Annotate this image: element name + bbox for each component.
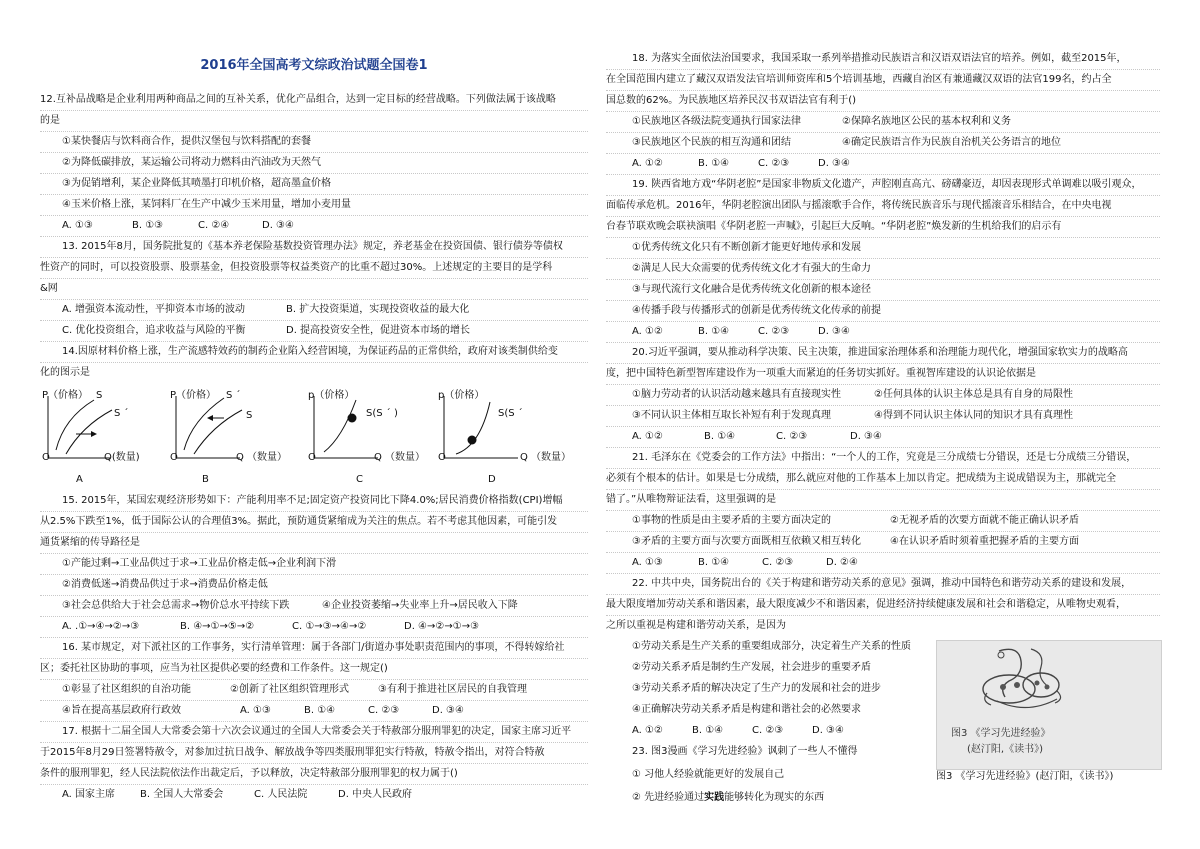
q18-option-4: ④确定民族语言作为民族自治机关公务语言的地位 bbox=[842, 137, 1061, 148]
chart-b-s-label: S bbox=[246, 410, 253, 421]
chart-d-origin: O bbox=[438, 452, 446, 463]
q17-answer-c[interactable]: C. 人民法院 bbox=[254, 789, 308, 800]
chart-b-curve-s2 bbox=[184, 398, 224, 450]
chart-c-curve bbox=[324, 400, 356, 452]
q12-answers bbox=[40, 215, 588, 237]
q16-option-2: ②创新了社区组织管理形式 bbox=[230, 684, 349, 695]
q18-options-row1 bbox=[606, 111, 1160, 133]
q18-option-3: ③民族地区个民族的相互沟通和团结 bbox=[632, 137, 791, 148]
q21-option-1: ①事物的性质是由主要矛盾的主要方面决定的 bbox=[632, 515, 831, 526]
q16-stem-line1: 16. 某市规定，对下派社区的工作事务，实行清单管理：属于各部门/街道办事处职责范围内的事项，不得转嫁给社 bbox=[40, 637, 588, 659]
q13-answer-d[interactable]: D. 提高投资安全性，促进资本市场的增长 bbox=[286, 325, 471, 336]
q19-answer-a[interactable]: A. ①② bbox=[632, 326, 663, 337]
q21-answer-c[interactable]: C. ②③ bbox=[762, 557, 794, 568]
q21-answer-d[interactable]: D. ②④ bbox=[826, 557, 858, 568]
q16-answer-c[interactable]: C. ②③ bbox=[368, 705, 400, 716]
q20-answers bbox=[606, 426, 1160, 448]
q13-answers-row2 bbox=[40, 320, 588, 342]
q13-answer-a[interactable]: A. 增强资本流动性，平抑资本市场的波动 bbox=[62, 304, 246, 315]
q18-answer-b[interactable]: B. ①④ bbox=[698, 158, 730, 169]
q21-stem-line3: 错了。”从唯物辩证法看，这里强调的是 bbox=[606, 489, 1160, 511]
q22-stem-line1: 22. 中共中央，国务院出台的《关于构建和谐劳动关系的意见》强调，推动中国特色和谐劳动关系的建设和发展， bbox=[606, 573, 1160, 595]
q18-answer-d[interactable]: D. ③④ bbox=[818, 158, 850, 169]
chart-d-y-label: p（价格） bbox=[438, 390, 485, 401]
q18-option-1: ①民族地区各级法院变通执行国家法律 bbox=[632, 116, 801, 127]
q15-option-2: ②消费低迷→消费品供过于求→消费品价格走低 bbox=[40, 574, 588, 596]
chart-a bbox=[42, 388, 157, 488]
figure-3-cartoon bbox=[936, 640, 1162, 770]
figure-3-inner-source: (赵汀阳,《读书》) bbox=[967, 744, 1043, 755]
q13-answer-b[interactable]: B. 扩大投资渠道，实现投资收益的最大化 bbox=[286, 304, 470, 315]
q15-option-1: ①产能过剩→工业品供过于求→工业品价格走低→企业利润下滑 bbox=[40, 553, 588, 575]
chart-d-s-label: S(S ´ bbox=[498, 408, 523, 419]
q16-answer-b[interactable]: B. ①④ bbox=[304, 705, 336, 716]
chart-c-name: C bbox=[356, 474, 363, 485]
chart-b-s2-label: S ´ bbox=[226, 390, 241, 401]
q12-option-4: ④玉米价格上涨，某饲料厂在生产中减少玉米用量，增加小麦用量 bbox=[40, 194, 588, 216]
q20-option-3: ③不同认识主体相互取长补短有利于发现真理 bbox=[632, 410, 831, 421]
q16-option-4: ④旨在提高基层政府行政效 bbox=[62, 705, 181, 716]
right-column bbox=[606, 0, 1160, 849]
q20-answer-b[interactable]: B. ①④ bbox=[704, 431, 736, 442]
q15-answers bbox=[40, 616, 588, 638]
q21-option-2: ②无视矛盾的次要方面就不能正确认识矛盾 bbox=[890, 515, 1079, 526]
chart-d-plot bbox=[438, 388, 553, 488]
q21-answer-b[interactable]: B. ①④ bbox=[698, 557, 730, 568]
chart-c-x-label: Q （数量） bbox=[374, 452, 426, 463]
q21-options-row2 bbox=[606, 531, 1160, 553]
chart-a-name: A bbox=[76, 474, 83, 485]
q18-options-row2 bbox=[606, 132, 1160, 154]
q22-option-4: ④正确解决劳动关系矛盾是构建和谐社会的必然要求 bbox=[632, 704, 861, 715]
q12-answer-a[interactable]: A. ①③ bbox=[62, 220, 93, 231]
q20-stem-line1: 20.习近平强调，要从推动科学决策、民主决策，推进国家治理体系和治理能力现代化，增强国家软实力的战略高 bbox=[606, 342, 1160, 364]
q22-option-3: ③劳动关系矛盾的解决决定了生产力的发展和社会的进步 bbox=[632, 683, 881, 694]
chart-c-y-label: p（价格） bbox=[308, 390, 355, 401]
q20-option-2: ②任何具体的认识主体总是具有自身的局限性 bbox=[874, 389, 1073, 400]
q18-option-2: ②保障名族地区公民的基本权利和义务 bbox=[842, 116, 1011, 127]
q18-stem-line2: 在全国范围内建立了藏汉双语发法官培训师资库和5个培训基地，西藏自治区有兼通藏汉双语的法官199名，约占全 bbox=[606, 69, 1160, 91]
q23-stem: 23. 图3漫画《学习先进经验》讽刺了一些人不懂得 bbox=[632, 746, 858, 757]
q20-option-4: ④得到不同认识主体认同的知识才具有真理性 bbox=[874, 410, 1073, 421]
q13-stem-line2: 性资产的同时，可以投资股票、股票基金，但投资股票等权益类资产的比重不超过30%。上述规定的主要目的是学科 bbox=[40, 257, 588, 279]
q22-answer-d[interactable]: D. ③④ bbox=[812, 725, 844, 736]
q22-option-2: ②劳动关系矛盾是制约生产发展，社会进步的重要矛盾 bbox=[632, 662, 871, 673]
q12-option-3: ③为促销增利，某企业降低其喷墨打印机价格，超高墨盒价格 bbox=[40, 173, 588, 195]
q19-stem-line2: 面临传承危机。2016年，华阴老腔演出团队与摇滚歌手合作，将传统民族音乐与现代摇滚音乐相结合，在中央电视 bbox=[606, 195, 1160, 217]
q20-options-row2 bbox=[606, 405, 1160, 427]
q19-answer-b[interactable]: B. ①④ bbox=[698, 326, 730, 337]
chart-a-plot bbox=[42, 388, 157, 488]
q16-option-1: ①彰显了社区组织的自治功能 bbox=[62, 684, 191, 695]
q12-option-1: ①某快餐店与饮料商合作，提供汉堡包与饮料搭配的套餐 bbox=[40, 131, 588, 153]
q15-answer-d[interactable]: D. ④→②→①→③ bbox=[404, 621, 480, 632]
q12-answer-d[interactable]: D. ③④ bbox=[262, 220, 294, 231]
chart-b bbox=[170, 388, 288, 488]
q12-option-2: ②为降低碳排放，某运输公司将动力燃料由汽油改为天然气 bbox=[40, 152, 588, 174]
q19-answers bbox=[606, 321, 1160, 343]
q16-option-3: ③有利于推进社区居民的自我管理 bbox=[378, 684, 527, 695]
chart-b-name: B bbox=[202, 474, 209, 485]
q17-answer-b[interactable]: B. 全国人大常委会 bbox=[140, 789, 224, 800]
q21-answers bbox=[606, 552, 1160, 574]
q18-answer-c[interactable]: C. ②③ bbox=[758, 158, 790, 169]
q22-answer-b[interactable]: B. ①④ bbox=[692, 725, 724, 736]
q17-answers bbox=[40, 784, 588, 805]
q16-answer-d[interactable]: D. ③④ bbox=[432, 705, 464, 716]
figure-3-inner-title: 图3 《学习先进经验》 bbox=[951, 728, 1051, 739]
q15-answer-c[interactable]: C. ①→③→④→② bbox=[292, 621, 367, 632]
q15-answer-b[interactable]: B. ④→①→⑤→② bbox=[180, 621, 255, 632]
q17-stem-line3: 条件的服刑罪犯，经人民法院依法作出裁定后，予以释放，决定特赦部分服刑罪犯的权力属于() bbox=[40, 763, 588, 785]
q18-stem-line1: 18. 为落实全面依法治国要求，我国采取一系列举措推动民族语言和汉语双语法官的培养。例如，截至2015年， bbox=[606, 48, 1160, 70]
chart-c-plot bbox=[308, 388, 426, 488]
figure-3-caption: 图3 《学习先进经验》(赵汀阳，《读书》) bbox=[936, 771, 1114, 782]
q22-answer-c[interactable]: C. ②③ bbox=[752, 725, 784, 736]
q12-stem-line2: 的是 bbox=[40, 110, 588, 132]
q19-option-1: ①优秀传统文化只有不断创新才能更好地传承和发展 bbox=[606, 237, 1160, 259]
q17-stem-line1: 17. 根据十二届全国人大常委会第十六次会议通过的全国人大常委会关于特赦部分服刑罪犯的决定，国家主席习近平 bbox=[40, 721, 588, 743]
q21-stem-line2: 必须有个根本的估计。如果是七分成绩，那么就应对他的工作基本上加以肯定。把成绩为主说成错误为主，那就完全 bbox=[606, 468, 1160, 490]
chart-b-x-label: Q （数量） bbox=[236, 452, 288, 463]
q18-answer-a[interactable]: A. ①② bbox=[632, 158, 663, 169]
q19-stem-line1: 19. 陕西省地方戏“华阴老腔”是国家非物质文化遗产，声腔刚直高亢、磅礴豪迈，却因表现形式单调难以吸引观众， bbox=[606, 174, 1160, 196]
q19-stem-line3: 台春节联欢晚会联袂演唱《华阴老腔一声喊》，引起巨大反响。“华阴老腔”焕发新的生机给我们的启示有 bbox=[606, 216, 1160, 238]
chart-c bbox=[308, 388, 426, 488]
q17-answer-a[interactable]: A. 国家主席 bbox=[62, 789, 116, 800]
q15-answer-a[interactable]: A. .①→④→②→③ bbox=[62, 621, 140, 632]
q15-stem-line1: 15. 2015年，某国宏观经济形势如下：产能利用率不足;固定资产投资同比下降4.0%;居民消费价格指数(CPI)增幅 bbox=[40, 490, 588, 512]
q17-stem-line2: 于2015年8月29日签署特赦令，对参加过抗日战争、解放战争等四类服刑罪犯实行特赦，特赦令指出，对符合特赦 bbox=[40, 742, 588, 764]
q21-option-4: ④在认识矛盾时须着重把握矛盾的主要方面 bbox=[890, 536, 1079, 547]
q23-option-2-bold: 实践 bbox=[704, 792, 725, 803]
q22-answer-a[interactable]: A. ①② bbox=[632, 725, 663, 736]
q23-option-2 bbox=[606, 787, 1160, 808]
q15-option-4: ④企业投资萎缩→失业率上升→居民收入下降 bbox=[322, 600, 518, 611]
chart-a-s-label: S bbox=[96, 390, 103, 401]
q20-options-row1 bbox=[606, 384, 1160, 406]
q12-answer-b[interactable]: B. ①③ bbox=[132, 220, 164, 231]
chart-b-origin: O bbox=[170, 452, 178, 463]
q13-stem-line3: &网 bbox=[40, 278, 588, 300]
q23-option-1: ① 习他人经验就能更好的发展自己 bbox=[632, 769, 785, 780]
q16-stem-line2: 区；委托社区协助的事项，应当为社区提供必要的经费和工作条件。这一规定() bbox=[40, 658, 588, 680]
chart-b-curve-s bbox=[194, 410, 242, 454]
left-column bbox=[40, 0, 588, 849]
q13-stem-line1: 13. 2015年8月，国务院批复的《基本养老保险基数投资管理办法》规定，养老基金在投资国债、银行债券等债权 bbox=[40, 236, 588, 258]
chart-d-x-label: Q （数量） bbox=[520, 452, 572, 463]
q22-stem-line3: 之所以重视是构建和谐劳动关系，是因为 bbox=[606, 620, 786, 631]
q16-options-row1 bbox=[40, 679, 588, 701]
q12-stem-line1: 12.互补品战略是企业利用两种商品之间的互补关系，优化产品组合，达到一定目标的经营战略。下列做法属于该战略 bbox=[40, 89, 588, 111]
q15-stem-line2: 从2.5%下跌至1%，低于国际公认的合理值3%。据此，预防通货紧缩成为关注的焦点。若不考虑其他因素，可能引发 bbox=[40, 511, 588, 533]
q19-option-3: ③与现代流行文化融合是优秀传统文化创新的根本途径 bbox=[606, 279, 1160, 301]
q13-answer-c[interactable]: C. 优化投资组合，追求收益与风险的平衡 bbox=[62, 325, 246, 336]
q22-answers bbox=[606, 720, 930, 741]
q15-options-row bbox=[40, 595, 588, 617]
q14-stem-line2: 化的图示是 bbox=[40, 367, 90, 378]
q18-answers bbox=[606, 153, 1160, 175]
q19-option-2: ②满足人民大众需要的优秀传统文化才有强大的生命力 bbox=[606, 258, 1160, 280]
chart-b-y-label: P（价格） bbox=[170, 390, 217, 401]
chart-d-name: D bbox=[488, 474, 496, 485]
q14-stem-line1: 14.因原材料价格上涨，生产流感特效药的制药企业陷入经营困境，为保证药品的正常供给，政府对该类制供给变 bbox=[40, 341, 588, 363]
q23-option-2-prefix: ② 先进经验通过 bbox=[632, 792, 705, 803]
q16-options-row2 bbox=[40, 700, 588, 722]
chart-d-point bbox=[468, 436, 477, 445]
q20-option-1: ①脑力劳动者的认识活动越来越具有直接现实性 bbox=[632, 389, 841, 400]
q21-stem-line1: 21. 毛泽东在《党委会的工作方法》中指出：“一个人的工作，究竟是三分成绩七分错误，还是七分成绩三分错误， bbox=[606, 447, 1160, 469]
chart-b-plot bbox=[170, 388, 288, 488]
q18-stem-line3: 国总数的62%。为民族地区培养民汉书双语法官有利于() bbox=[606, 90, 1160, 112]
chart-d bbox=[438, 388, 572, 488]
chart-c-s-label: S(S ´ ) bbox=[366, 408, 398, 419]
chart-a-curve-s bbox=[56, 400, 94, 450]
q22-stem-line2: 最大限度增加劳动关系和谐因素，最大限度减少不和谐因素，促进经济持续健康发展和社会和谐稳定，从唯物史观看， bbox=[606, 594, 1160, 616]
q16-answer-a[interactable]: A. ①③ bbox=[240, 705, 271, 716]
page-title: 2016年全国高考文综政治试题全国卷1 bbox=[200, 58, 428, 73]
q20-answer-c[interactable]: C. ②③ bbox=[776, 431, 808, 442]
q21-option-3: ③矛盾的主要方面与次要方面既相互依赖又相互转化 bbox=[632, 536, 861, 547]
q21-options-row1 bbox=[606, 510, 1160, 532]
q17-answer-d[interactable]: D. 中央人民政府 bbox=[338, 789, 413, 800]
q13-answers-row1 bbox=[40, 299, 588, 321]
chart-a-origin: O bbox=[42, 452, 50, 463]
q23-option-2-suffix: 能够转化为现实的东西 bbox=[724, 792, 825, 803]
q19-answer-c[interactable]: C. ②③ bbox=[758, 326, 790, 337]
q21-answer-a[interactable]: A. ①③ bbox=[632, 557, 663, 568]
chart-c-origin: O bbox=[308, 452, 316, 463]
q22-option-1: ①劳动关系是生产关系的重要组成部分，决定着生产关系的性质 bbox=[632, 641, 911, 652]
chart-a-y-label: P（价格） bbox=[42, 390, 89, 401]
chart-c-point bbox=[348, 414, 357, 423]
chart-d-curve bbox=[456, 402, 490, 454]
q15-stem-line3: 通货紧缩的传导路径是 bbox=[40, 532, 588, 554]
q19-answer-d[interactable]: D. ③④ bbox=[818, 326, 850, 337]
q20-stem-line2: 度，把中国特色新型智库建设作为一项重大而紧迫的任务切实抓好。重视智库建设的认识论依据是 bbox=[606, 363, 1160, 385]
q15-option-3: ③社会总供给大于社会总需求→物价总水平持续下跌 bbox=[62, 600, 290, 611]
q20-answer-d[interactable]: D. ③④ bbox=[850, 431, 882, 442]
q12-answer-c[interactable]: C. ②④ bbox=[198, 220, 230, 231]
chart-a-s2-label: S ´ bbox=[114, 408, 129, 419]
q19-option-4: ④传播手段与传播形式的创新是优秀传统文化传承的前提 bbox=[606, 300, 1160, 322]
q20-answer-a[interactable]: A. ①② bbox=[632, 431, 663, 442]
chart-a-x-label: Q(数量) bbox=[104, 452, 140, 463]
